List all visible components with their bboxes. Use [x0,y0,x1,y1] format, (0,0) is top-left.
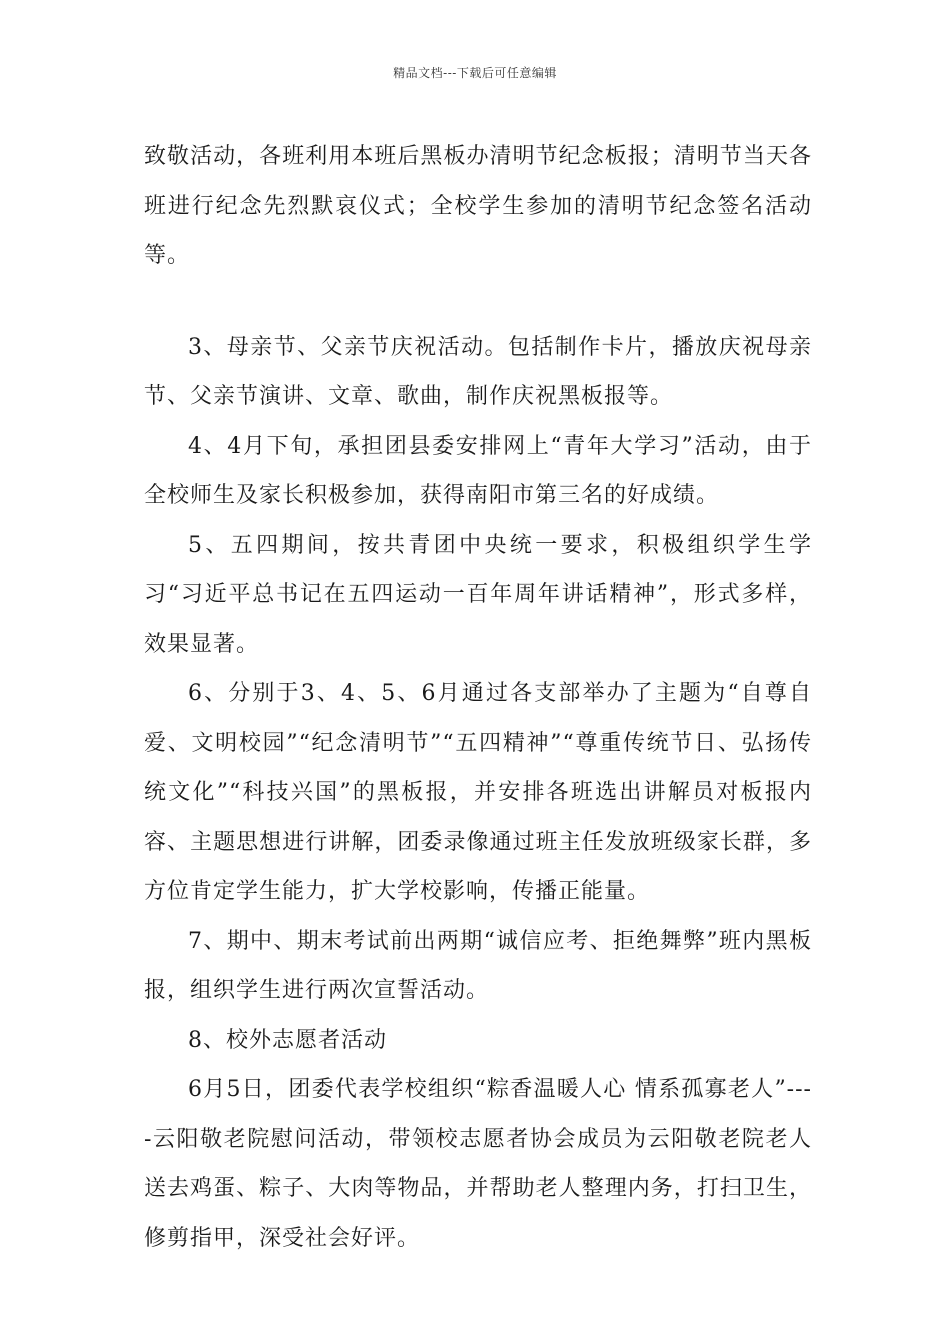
paragraph-volunteer-detail: 6月5日，团委代表学校组织“粽香温暖人心 情系孤寡老人”----云阳敬老院慰问活动，带领校志愿者协会成员为云阳敬老院老人送去鸡蛋、粽子、大肉等物品，并帮助老人整理内务，打扫卫生，修剪指甲，深受社会好评。 [144,1077,812,1251]
page-header: 精品文档---下载后可任意编辑 [393,66,557,80]
paragraph-continuation: 致敬活动，各班利用本班后黑板办清明节纪念板报；清明节当天各班进行纪念先烈默哀仪式；全校学生参加的清明节纪念签名活动等。 [144,144,812,268]
paragraph-item-4: 4、4月下旬，承担团县委安排网上“青年大学习”活动，由于全校师生及家长积极参加，获得南阳市第三名的好成绩。 [144,433,812,508]
paragraph-item-3: 3、母亲节、父亲节庆祝活动。包括制作卡片，播放庆祝母亲节、父亲节演讲、文章、歌曲，制作庆祝黑板报等。 [144,334,812,409]
paragraph-item-6: 6、分别于3、4、5、6月通过各支部举办了主题为“自尊自爱、文明校园”“纪念清明节”“五四精神”“尊重传统节日、弘扬传统文化”“科技兴国”的黑板报，并安排各班选出讲解员对板报内容、主题思想进行讲解，团委录像通过班主任发放班级家长群，多方位肯定学生能力，扩大学校影响，传播正能量。 [144,681,812,904]
paragraph-item-8: 8、校外志愿者活动 [188,1027,387,1053]
document-body [144,132,812,1263]
paragraph-item-5: 5、五四期间，按共青团中央统一要求，积极组织学生学习“习近平总书记在五四运动一百年周年讲话精神”，形式多样，效果显著。 [144,532,812,657]
paragraph-item-7: 7、期中、期末考试前出两期“诚信应考、拒绝舞弊”班内黑板报，组织学生进行两次宣誓活动。 [144,928,812,1003]
